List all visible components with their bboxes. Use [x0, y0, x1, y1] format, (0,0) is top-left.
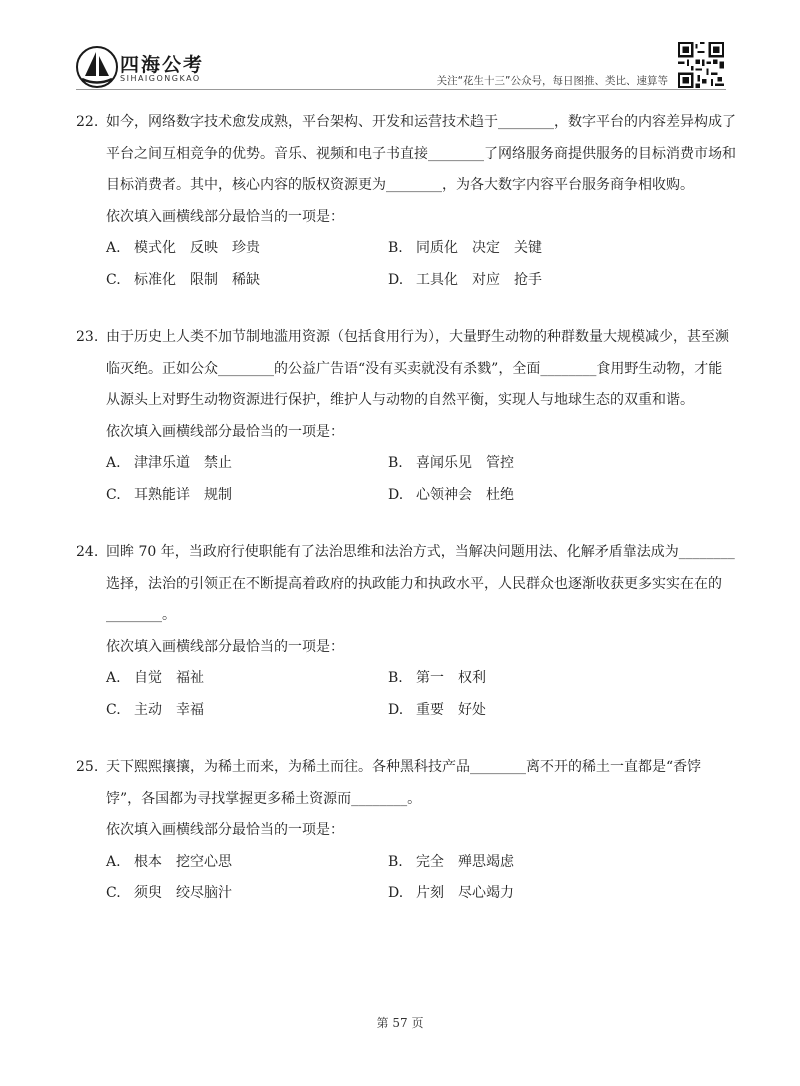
- question-text: 回眸 70 年，当政府行使职能有了法治思维和法治方式，当解决问题用法、化解矛盾靠法成为________选择，法治的引领正在不断提高着政府的执政能力和执政水平，人民群众也逐渐收获更多实实在在的________。: [106, 544, 735, 623]
- question-25: [76, 752, 736, 910]
- answer-options: [76, 847, 736, 910]
- answer-options: [76, 663, 736, 726]
- question-stem: [76, 107, 736, 202]
- option-d[interactable]: D. 工具化 对应 抢手: [388, 271, 542, 288]
- question-instruction: 依次填入画横线部分最恰当的一项是：: [106, 208, 344, 225]
- question-list: [76, 107, 736, 936]
- question-stem: [76, 537, 736, 632]
- question-instruction: 依次填入画横线部分最恰当的一项是：: [106, 423, 344, 440]
- question-number: 25.: [76, 759, 99, 775]
- option-c[interactable]: C. 标准化 限制 稀缺: [106, 271, 260, 288]
- question-number: 22.: [76, 114, 99, 130]
- header-promo-note: 关注“花生十三”公众号，每日图推、类比、速算等: [436, 75, 668, 87]
- sailboat-logo-icon: [76, 46, 118, 88]
- logo-chinese-name: 四海公考: [120, 54, 205, 76]
- option-a[interactable]: A. 津津乐道 禁止: [106, 455, 232, 471]
- question-instruction: 依次填入画横线部分最恰当的一项是：: [106, 638, 344, 655]
- brand-logo: [76, 46, 236, 90]
- question-text: 如今，网络数字技术愈发成熟，平台架构、开发和运营技术趋于________，数字平台的内容差异构成了平台之间互相竞争的优势。音乐、视频和电子书直接________了网络服务商提供服务的目标消费市场和目标消费者。其中，核心内容的版权资源更为________，为各大数字内容平台服务商争相收购。: [106, 114, 736, 193]
- question-22: [76, 107, 736, 296]
- option-b[interactable]: B. 完全 殚思竭虑: [388, 853, 514, 870]
- page-number: 第 57 页: [376, 1016, 424, 1030]
- option-d[interactable]: D. 片刻 尽心竭力: [388, 885, 514, 901]
- question-number: 23.: [76, 329, 99, 345]
- option-d[interactable]: D. 心领神会 杜绝: [388, 486, 514, 503]
- question-instruction: 依次填入画横线部分最恰当的一项是：: [106, 822, 344, 838]
- question-24: [76, 537, 736, 726]
- option-d[interactable]: D. 重要 好处: [388, 701, 486, 718]
- question-text: 由于历史上人类不加节制地滥用资源（包括食用行为），大量野生动物的种群数量大规模减少，甚至濒临灭绝。正如公众________的公益广告语“没有买卖就没有杀戮”，全面________食用野生动物，才能从源头上对野生动物资源进行保护，维护人与动物的自然平衡，实现人与地球生态的双重和谐。: [106, 329, 729, 408]
- question-number: 24.: [76, 544, 99, 560]
- option-b[interactable]: B. 喜闻乐见 管控: [388, 455, 514, 471]
- answer-options: [76, 448, 736, 511]
- header-divider: [76, 89, 726, 90]
- page-header: [0, 0, 800, 96]
- option-c[interactable]: C. 耳熟能详 规制: [106, 486, 232, 503]
- answer-options: [76, 233, 736, 296]
- question-text: 天下熙熙攘攘，为稀土而来，为稀土而往。各种黑科技产品________离不开的稀土一直都是“香饽饽”，各国都为寻找掌握更多稀土资源而________。: [106, 759, 702, 807]
- option-a[interactable]: A. 模式化 反映 珍贵: [106, 240, 260, 256]
- option-b[interactable]: B. 第一 权利: [388, 670, 486, 686]
- option-c[interactable]: C. 主动 幸福: [106, 701, 204, 718]
- question-stem: [76, 322, 736, 417]
- option-b[interactable]: B. 同质化 决定 关键: [388, 240, 542, 256]
- question-stem: [76, 752, 736, 815]
- option-a[interactable]: A. 自觉 福祉: [106, 670, 204, 686]
- option-a[interactable]: A. 根本 挖空心思: [106, 853, 232, 870]
- logo-pinyin-name: SIHAIGONGKAO: [120, 74, 201, 83]
- option-c[interactable]: C. 须臾 绞尽脑汁: [106, 885, 232, 901]
- qr-code-icon: [678, 42, 724, 88]
- question-23: [76, 322, 736, 511]
